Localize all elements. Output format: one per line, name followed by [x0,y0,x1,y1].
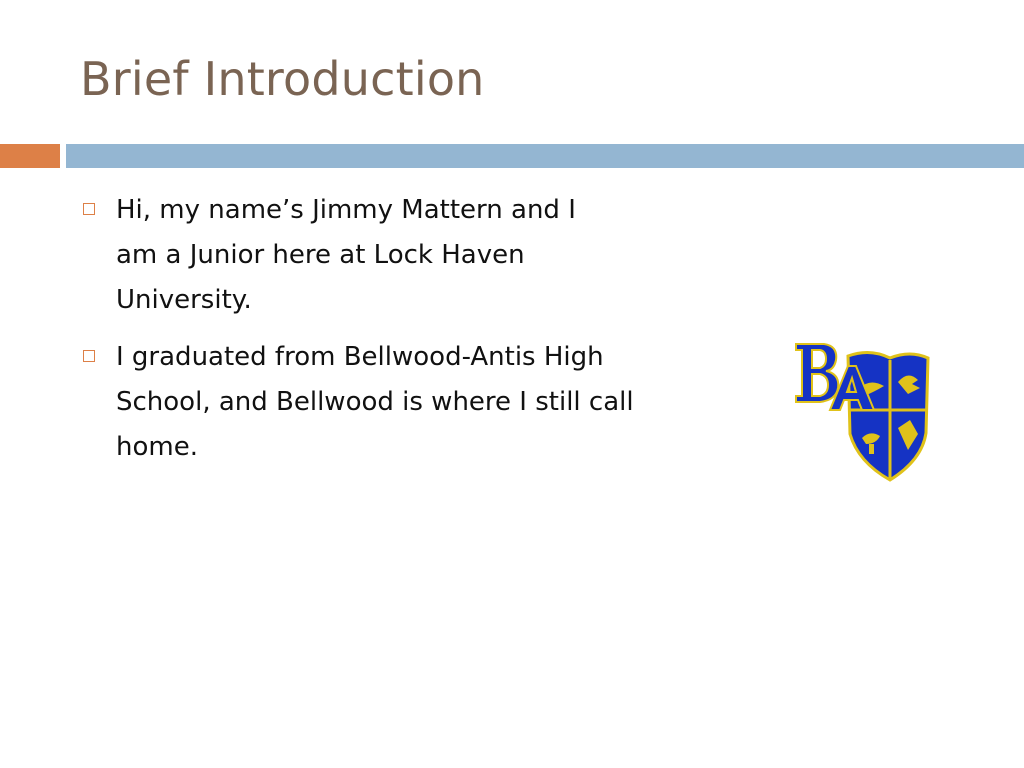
slide-title: Brief Introduction [80,52,485,106]
square-bullet-icon [83,203,95,215]
square-bullet-icon [83,350,95,362]
bullet-text: I graduated from Bellwood-Antis High School, and Bellwood is where I still call home. [116,342,634,462]
title-divider-bar [66,144,1024,168]
bullet-text: Hi, my name’s Jimmy Mattern and I am a Junior here at Lock Haven University. [116,195,576,315]
bullet-item [82,188,682,323]
bullet-list [82,188,682,482]
bellwood-antis-crest-icon [790,338,930,483]
bullet-item [82,335,682,470]
title-accent-bar [0,144,60,168]
